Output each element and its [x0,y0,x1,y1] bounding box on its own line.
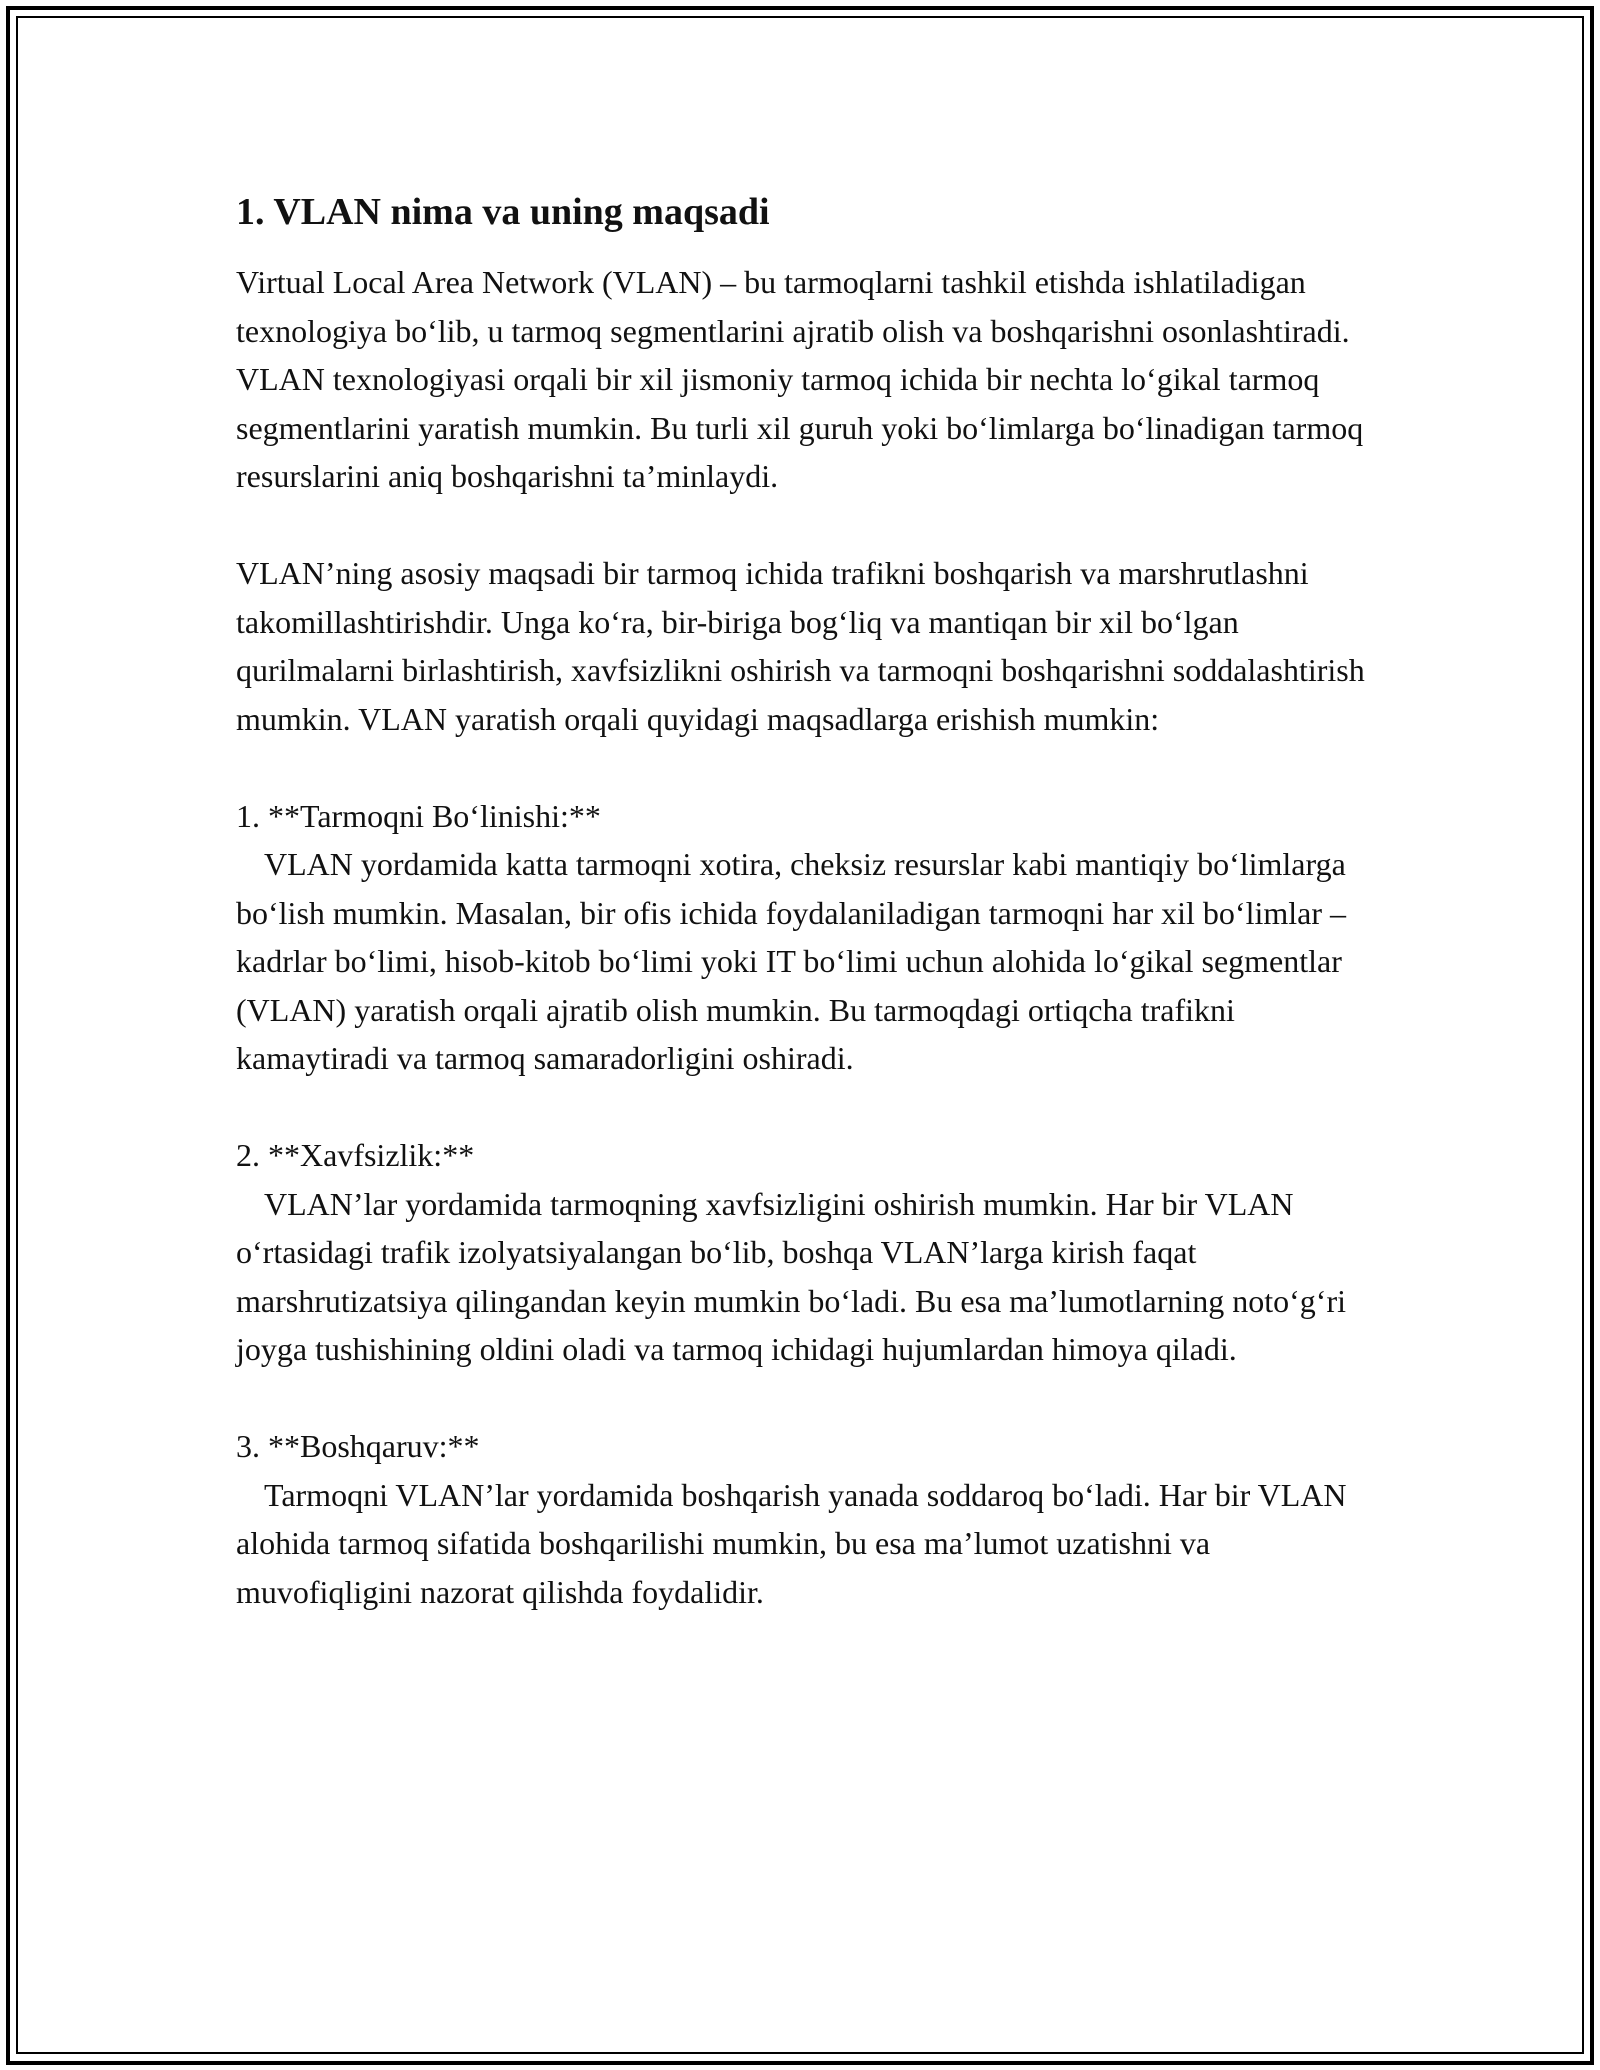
document-body [236,188,1376,1665]
list-item-title: 2. **Xavfsizlik:** [236,1137,475,1173]
paragraph-intro: Virtual Local Area Network (VLAN) – bu tarmoqlarni tashkil etishda ishlatiladigan texnologiya bo‘lib, u tarmoq segmentlarini ajratib olish va boshqarishni osonlashtiradi. VLAN texnologiyasi orqali bir xil jismoniy tarmoq ichida bir nechta lo‘gikal tarmoq segmentlarini yaratish mumkin. Bu turli xil guruh yoki bo‘limlarga bo‘linadigan tarmoq resurslarini aniq boshqarishni ta’minlaydi. [236,264,1364,494]
list-item-security [236,1131,1376,1374]
list-item-body: VLAN’lar yordamida tarmoqning xavfsizligini oshirish mumkin. Har bir VLAN o‘rtasidagi trafik izolyatsiyalangan bo‘lib, boshqa VLAN’larga kirish faqat marshrutizatsiya qilingandan keyin mumkin bo‘ladi. Bu esa ma’lumotlarning noto‘g‘ri joyga tushishining oldini oladi va tarmoq ichidagi hujumlardan himoya qiladi. [236,1185,1346,1367]
list-item-title: 1. **Tarmoqni Bo‘linishi:** [236,797,601,834]
list-item-title: 3. **Boshqaruv:** [236,1428,480,1464]
list-item-management [236,1422,1376,1616]
paragraph-purpose: VLAN’ning asosiy maqsadi bir tarmoq ichida trafikni boshqarish va marshrutlashni takomillashtirishdir. Unga ko‘ra, bir-biriga bog‘liq va mantiqan bir xil bo‘lgan qurilmalarni birlashtirish, xavfsizlikni oshirish va tarmoqni boshqarishni soddalashtirish mumkin. VLAN yaratish orqali quyidagi maqsadlarga erishish mumkin: [236,555,1365,737]
list-item-segmentation [236,792,1376,1083]
list-item-body: VLAN yordamida katta tarmoqni xotira, cheksiz resurslar kabi mantiqiy bo‘limlarga bo‘lish mumkin. Masalan, bir ofis ichida foydalaniladigan tarmoqni har xil bo‘limlar – kadrlar bo‘limi, hisob-kitob bo‘limi yoki IT bo‘limi uchun alohida lo‘gikal segmentlar (VLAN) yaratish orqali ajratib olish mumkin. Bu tarmoqdagi ortiqcha trafikni kamaytiradi va tarmoq samaradorligini oshiradi. [236,846,1346,1076]
list-item-body: Tarmoqni VLAN’lar yordamida boshqarish yanada soddaroq bo‘ladi. Har bir VLAN alohida tarmoq sifatida boshqarilishi mumkin, bu esa ma’lumot uzatishni va muvofiqligini nazorat qilishda foydalidir. [236,1476,1347,1610]
section-heading: 1. VLAN nima va uning maqsadi [236,191,770,233]
